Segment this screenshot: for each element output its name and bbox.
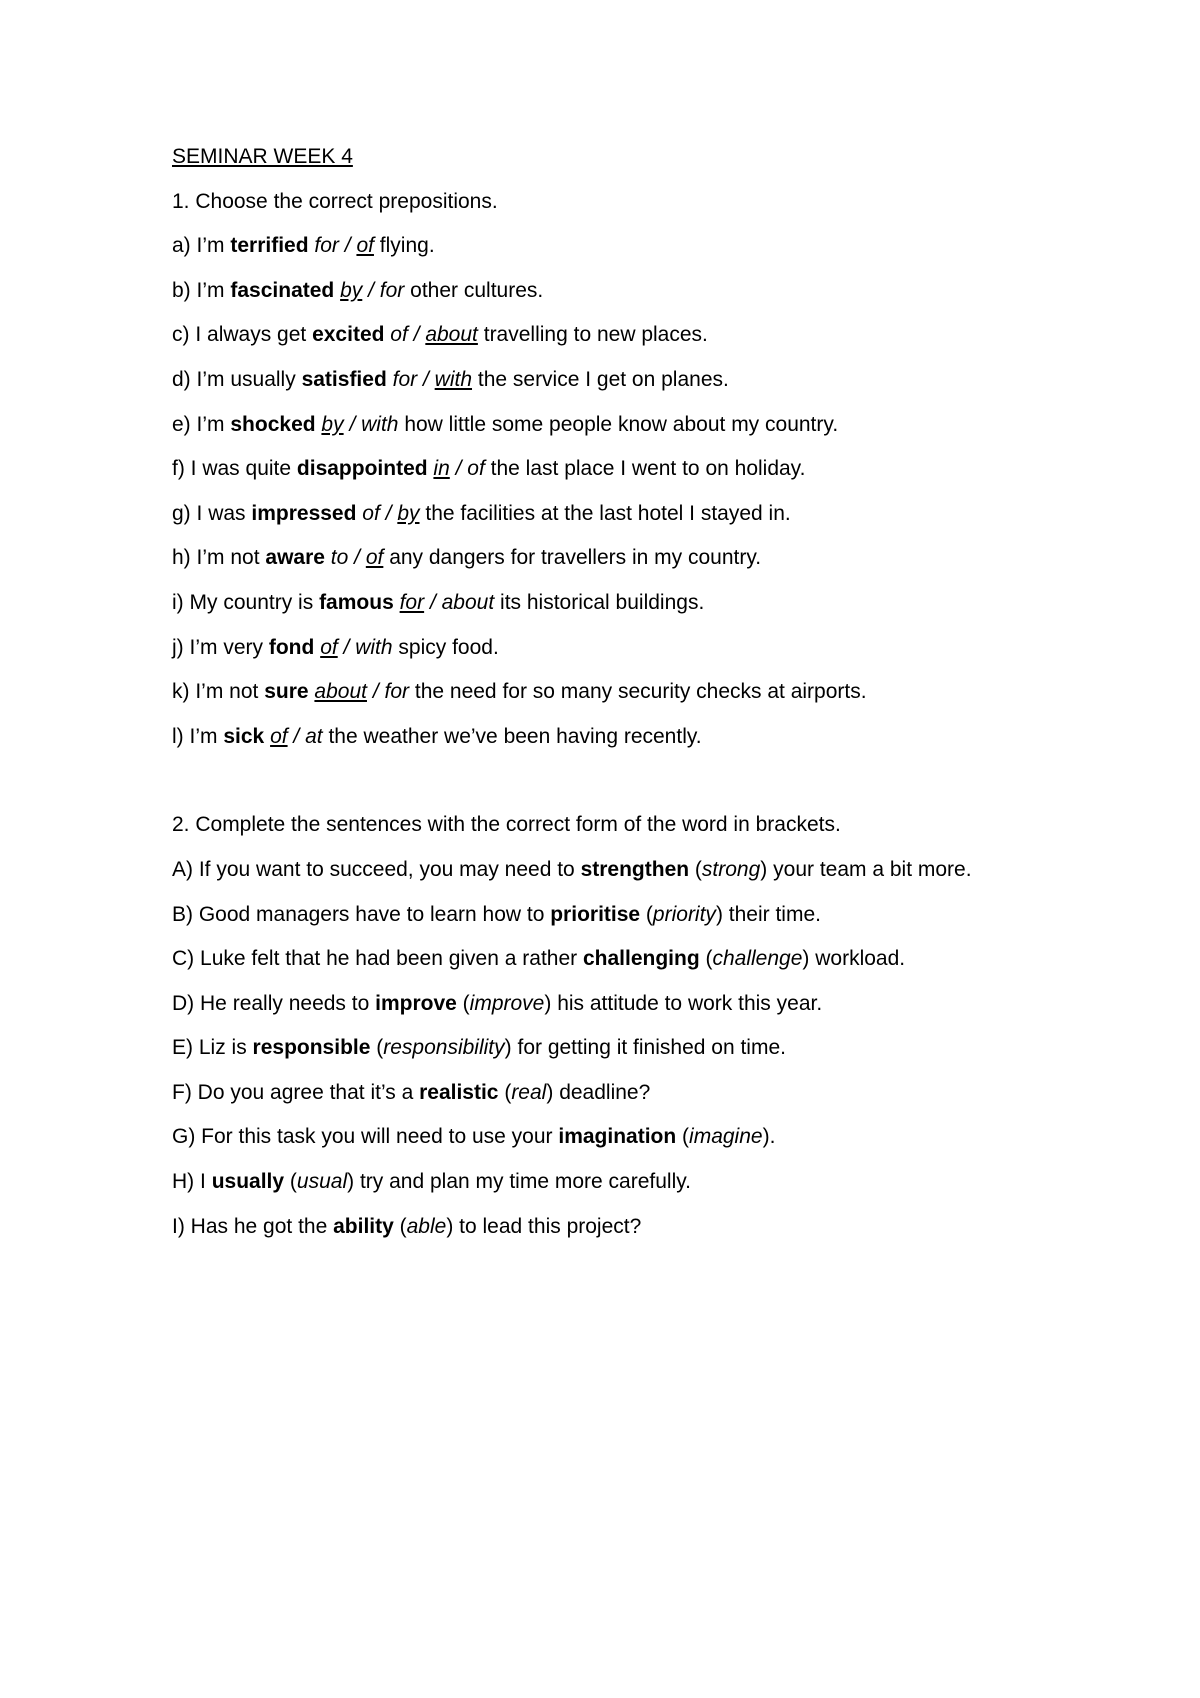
item-text-before: For this task you will need to use your [201, 1125, 553, 1149]
item-adjective: sure [264, 680, 309, 704]
item-adjective: satisfied [301, 367, 387, 391]
item-base-word: real [511, 1080, 547, 1104]
option-1: to [330, 546, 349, 570]
exercise1-item [172, 546, 1072, 570]
exercise2-list [172, 858, 1072, 1239]
item-adjective: excited [312, 323, 385, 347]
item-label: d) [172, 367, 191, 391]
exercise1-item [172, 502, 1072, 526]
item-base-word: improve [469, 991, 545, 1015]
item-text-before: I [200, 1170, 206, 1194]
option-separator: / [362, 278, 380, 302]
option-separator: / [417, 367, 435, 391]
item-text-after: . [769, 1125, 776, 1149]
item-label: e) [172, 412, 191, 436]
exercise2-instruction: 2. Complete the sentences with the correct form of the word in brackets. [172, 813, 841, 837]
option-2: for [379, 278, 405, 302]
item-text-after: try and plan my time more carefully. [359, 1170, 692, 1194]
page-title: SEMINAR WEEK 4 [172, 145, 353, 168]
item-label: g) [172, 501, 191, 525]
option-2: at [305, 724, 323, 748]
exercise2-item: E) Liz is responsible (responsibility) for getting it finished on time. [172, 1036, 786, 1060]
item-label: f) [172, 457, 185, 481]
item-label: a) [172, 234, 191, 258]
exercise2-item: G) For this task you will need to use your imagination (imagine). [172, 1125, 776, 1149]
item-label: b) [172, 278, 191, 302]
item-label: I) [172, 1214, 185, 1238]
option-2: by [397, 501, 420, 525]
worksheet-page [172, 145, 1072, 1259]
item-text-after: his attitude to work this year. [557, 991, 823, 1015]
item-base-word: able [406, 1214, 447, 1238]
item-text-after: the weather we’ve been having recently. [328, 724, 702, 748]
exercise2-item: C) Luke felt that he had been given a rather challenging (challenge) workload. [172, 947, 906, 971]
option-2: of [365, 546, 384, 570]
option-2: with [355, 635, 393, 659]
section-spacer [172, 769, 1072, 813]
item-answer: responsible [252, 1036, 371, 1060]
item-adjective: famous [319, 590, 394, 614]
item-text-after: the need for so many security checks at airports. [414, 680, 867, 704]
item-label: A) [172, 857, 193, 881]
item-label: D) [172, 991, 195, 1015]
item-adjective: terrified [230, 234, 309, 258]
option-2: of [467, 457, 485, 481]
exercise2-item: H) I usually (usual) try and plan my time more carefully. [172, 1170, 692, 1194]
option-1: of [362, 501, 380, 525]
item-label: c) [172, 323, 190, 347]
item-text-after: for getting it finished on time. [517, 1036, 786, 1060]
option-2: with [434, 367, 473, 391]
option-1: of [320, 635, 338, 659]
option-separator: / [449, 457, 468, 481]
item-label: l) [172, 724, 184, 748]
item-label: C) [172, 947, 195, 971]
item-text-before: I’m usually [196, 367, 296, 391]
option-2: with [361, 412, 399, 436]
item-label: j) [172, 635, 184, 659]
item-text-before: I was quite [190, 457, 292, 481]
item-label: H) [172, 1170, 195, 1194]
item-base-word: challenge [712, 947, 803, 971]
exercise1-item [172, 234, 1072, 258]
item-base-word: imagine [689, 1125, 763, 1149]
item-label: B) [172, 902, 193, 926]
item-adjective: impressed [251, 501, 357, 525]
exercise1-item [172, 457, 1072, 481]
item-answer: usually [211, 1170, 285, 1194]
option-separator: / [424, 590, 442, 614]
item-answer: prioritise [550, 902, 641, 926]
item-text-after: your team a bit more. [773, 857, 972, 881]
option-separator: / [348, 546, 366, 570]
item-text-after: deadline? [559, 1080, 651, 1104]
option-separator: / [338, 234, 357, 258]
option-1: of [390, 323, 408, 347]
item-adjective: fond [268, 635, 315, 659]
item-adjective: sick [223, 724, 265, 748]
item-text-after: their time. [728, 902, 821, 926]
exercise1-item [172, 413, 1072, 437]
item-text-before: Luke felt that he had been given a rather [200, 947, 578, 971]
exercise1-item [172, 279, 1072, 303]
item-label: F) [172, 1080, 192, 1104]
exercise2-item: A) If you want to succeed, you may need to strengthen (strong) your team a bit more. [172, 857, 972, 881]
option-1: for [399, 590, 425, 614]
option-separator: / [366, 680, 385, 704]
exercise2-item: I) Has he got the ability (able) to lead this project? [172, 1214, 642, 1238]
item-text-before: I’m [196, 412, 225, 436]
item-label: G) [172, 1125, 196, 1149]
item-adjective: fascinated [230, 278, 335, 302]
item-label: k) [172, 680, 190, 704]
item-answer: challenging [582, 947, 700, 971]
item-text-before: I was [196, 501, 246, 525]
item-text-after: spicy food. [398, 635, 499, 659]
item-text-after: how little some people know about my country. [404, 412, 839, 436]
exercise1-list [172, 234, 1072, 749]
item-text-before: Liz is [198, 1036, 247, 1060]
exercise2-item: B) Good managers have to learn how to prioritise (priority) their time. [172, 902, 821, 926]
item-adjective: disappointed [296, 457, 428, 481]
option-1: for [314, 234, 339, 258]
item-text-before: Good managers have to learn how to [198, 902, 545, 926]
item-label: h) [172, 546, 191, 570]
exercise1-instruction: 1. Choose the correct prepositions. [172, 189, 498, 213]
option-2: about [425, 323, 478, 347]
item-adjective: aware [265, 546, 325, 570]
item-answer: imagination [558, 1125, 677, 1149]
item-base-word: usual [296, 1170, 348, 1194]
exercise2-item: F) Do you agree that it’s a realistic (real) deadline? [172, 1080, 651, 1104]
item-text-after: to lead this project? [459, 1214, 642, 1238]
item-text-after: the last place I went to on holiday. [490, 457, 806, 481]
item-base-word: strong [701, 857, 761, 881]
item-base-word: priority [652, 902, 716, 926]
item-text-before: I’m [189, 724, 218, 748]
item-text-before: My country is [189, 590, 314, 614]
exercise2-item: D) He really needs to improve (improve) his attitude to work this year. [172, 991, 823, 1015]
item-answer: strengthen [580, 857, 690, 881]
option-1: in [433, 457, 450, 481]
option-2: about [441, 590, 495, 614]
item-text-after: travelling to new places. [483, 323, 708, 347]
option-2: of [356, 234, 374, 258]
item-text-before: I’m [196, 278, 225, 302]
item-text-after: other cultures. [410, 278, 544, 302]
exercise1-item [172, 591, 1072, 615]
exercise1-item [172, 636, 1072, 660]
item-answer: ability [333, 1214, 394, 1238]
item-answer: realistic [419, 1080, 499, 1104]
item-answer: improve [375, 991, 457, 1015]
item-label: E) [172, 1036, 193, 1060]
exercise1-item [172, 368, 1072, 392]
item-label: i) [172, 590, 184, 614]
item-text-after: the service I get on planes. [477, 367, 729, 391]
item-text-after: any dangers for travellers in my country. [389, 546, 762, 570]
option-2: for [384, 680, 410, 704]
item-text-before: If you want to succeed, you may need to [198, 857, 575, 881]
option-separator: / [407, 323, 426, 347]
item-text-before: I’m not [195, 680, 259, 704]
option-1: of [270, 724, 288, 748]
item-text-before: He really needs to [200, 991, 370, 1015]
item-text-before: I’m [196, 234, 225, 258]
exercise1-item [172, 680, 1072, 704]
option-separator: / [343, 412, 362, 436]
option-separator: / [337, 635, 356, 659]
option-1: about [314, 680, 367, 704]
option-1: for [392, 367, 418, 391]
item-text-after: flying. [379, 234, 435, 258]
item-text-after: workload. [815, 947, 906, 971]
item-text-before: Do you agree that it’s a [197, 1080, 414, 1104]
option-1: by [340, 278, 363, 302]
item-text-before: Has he got the [190, 1214, 328, 1238]
item-text-before: I’m very [189, 635, 264, 659]
item-adjective: shocked [230, 412, 316, 436]
option-1: by [321, 412, 344, 436]
option-separator: / [287, 724, 306, 748]
item-text-after: the facilities at the last hotel I stayed in. [425, 501, 791, 525]
item-base-word: responsibility [383, 1036, 505, 1060]
item-text-before: I always get [195, 323, 307, 347]
item-text-before: I’m not [196, 546, 260, 570]
exercise1-item [172, 323, 1072, 347]
item-text-after: its historical buildings. [500, 590, 705, 614]
option-separator: / [379, 501, 398, 525]
exercise1-item [172, 725, 1072, 749]
